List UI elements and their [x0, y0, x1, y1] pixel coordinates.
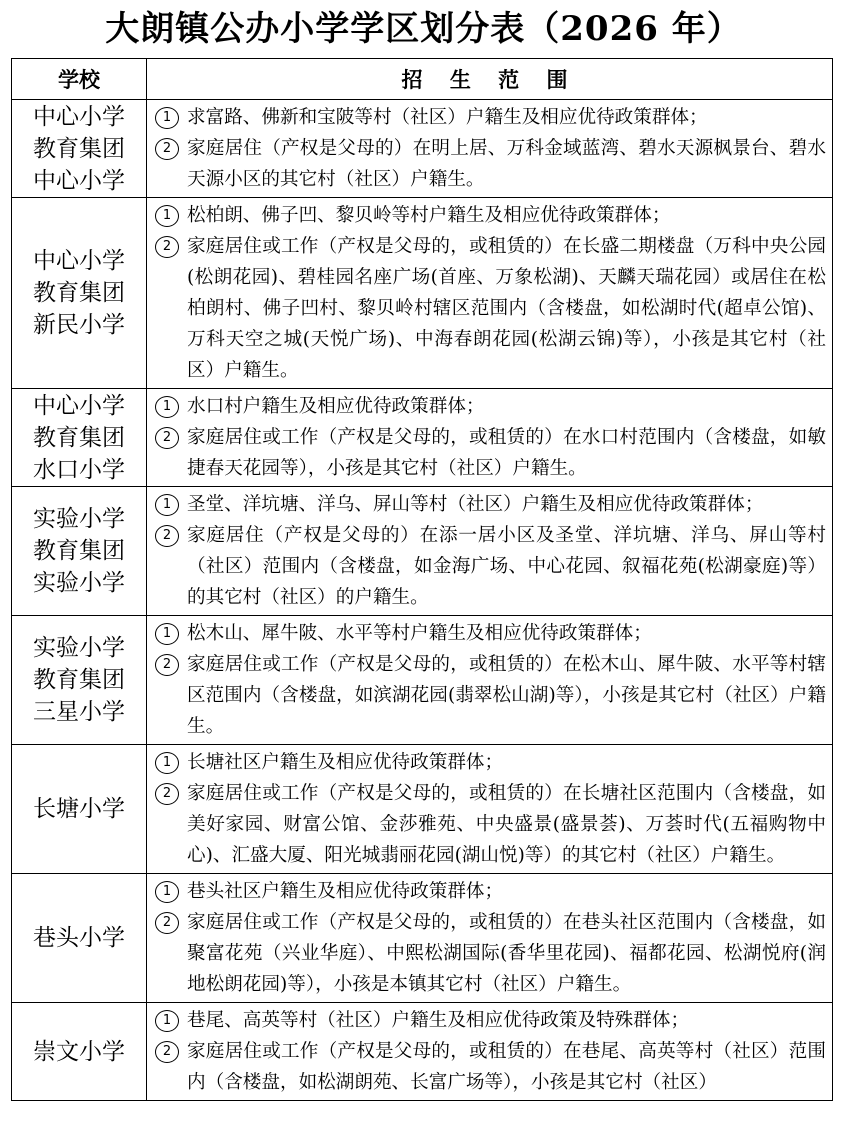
- scope-item: [155, 391, 826, 422]
- scope-item: [155, 649, 826, 742]
- item-text: 家庭居住或工作（产权是父母的，或租赁的）在巷尾、高英等村（社区）范围内（含楼盘，如松湖朗苑、长富广场等），小孩是其它村（社区）: [187, 1041, 826, 1093]
- scope-item: [155, 231, 826, 386]
- item-text: 家庭居住或工作（产权是父母的，或租赁的）在巷头社区范围内（含楼盘，如聚富花苑（兴业华庭）、中熙松湖国际(香华里花园)、福都花园、松湖悦府(润地松朗花园)等），小孩是本镇其它村（社区）户籍生。: [187, 912, 826, 995]
- school-name-line: 实验小学: [33, 635, 125, 661]
- scope-cell: [147, 616, 833, 745]
- school-cell: [12, 1003, 147, 1101]
- item-number-badge: 1: [155, 396, 179, 418]
- item-text: 巷尾、高英等村（社区）户籍生及相应优待政策及特殊群体；: [187, 1010, 690, 1031]
- table-row: [12, 100, 833, 198]
- scope-cell: [147, 487, 833, 616]
- scope-item: [155, 489, 826, 520]
- school-cell: [12, 874, 147, 1003]
- header-scope: 招 生 范 围: [147, 59, 833, 100]
- table-row: [12, 874, 833, 1003]
- scope-item: [155, 133, 826, 195]
- item-number-badge: 1: [155, 494, 179, 516]
- scope-cell: [147, 745, 833, 874]
- item-text: 长塘社区户籍生及相应优待政策群体；: [187, 752, 504, 773]
- item-number-badge: 1: [155, 1010, 179, 1032]
- scope-item: [155, 907, 826, 1000]
- school-cell: [12, 198, 147, 389]
- scope-item: [155, 422, 826, 484]
- school-name-line: 水口小学: [33, 456, 125, 483]
- school-name-line: 新民小学: [33, 312, 125, 338]
- table-row: [12, 487, 833, 616]
- school-name-line: 巷头小学: [33, 925, 125, 951]
- item-text: 水口村户籍生及相应优待政策群体；: [187, 396, 485, 417]
- scope-item: [155, 1005, 826, 1036]
- scope-item: [155, 778, 826, 871]
- scope-item: [155, 520, 826, 613]
- table-row: [12, 1003, 833, 1101]
- item-number-badge: 1: [155, 623, 179, 645]
- item-text: 家庭居住（产权是父母的）在添一居小区及圣堂、洋坑塘、洋乌、屏山等村（社区）范围内（含楼盘，如金海广场、中心花园、叙福花苑(松湖豪庭)等）的其它村（社区）的户籍生。: [187, 525, 826, 608]
- scope-cell: [147, 1003, 833, 1101]
- school-name-line: 三星小学: [33, 699, 125, 725]
- district-table: [11, 58, 833, 1101]
- school-cell: [12, 745, 147, 874]
- school-name-line: 教育集团: [33, 135, 125, 162]
- scope-cell: [147, 198, 833, 389]
- item-text: 家庭居住或工作（产权是父母的，或租赁的）在水口村范围内（含楼盘，如敏捷春天花园等），小孩是其它村（社区）户籍生。: [187, 427, 826, 479]
- school-name-line: 教育集团: [33, 424, 125, 451]
- scope-item: [155, 876, 826, 907]
- table-row: [12, 198, 833, 389]
- school-name-line: 教育集团: [33, 538, 125, 564]
- school-name-line: 中心小学: [33, 248, 125, 274]
- school-name-line: 中心小学: [33, 392, 125, 419]
- item-number-badge: 2: [155, 525, 179, 547]
- school-cell: [12, 100, 147, 198]
- header-school: 学校: [12, 59, 147, 100]
- item-text: 家庭居住或工作（产权是父母的，或租赁的）在松木山、犀牛陂、水平等村辖区范围内（含楼盘，如滨湖花园(翡翠松山湖)等），小孩是其它村（社区）户籍生。: [187, 654, 826, 737]
- item-number-badge: 2: [155, 654, 179, 676]
- item-text: 巷头社区户籍生及相应优待政策群体；: [187, 881, 504, 902]
- scope-item: [155, 1036, 826, 1098]
- item-text: 松柏朗、佛子凹、黎贝岭等村户籍生及相应优待政策群体；: [187, 205, 671, 226]
- scope-cell: [147, 389, 833, 487]
- scope-item: [155, 618, 826, 649]
- page-title: 大朗镇公办小学学区划分表（2026 年）: [105, 9, 742, 49]
- school-cell: [12, 487, 147, 616]
- school-cell: [12, 616, 147, 745]
- item-number-badge: 2: [155, 783, 179, 805]
- item-number-badge: 2: [155, 1041, 179, 1063]
- school-name-line: 中心小学: [33, 167, 125, 194]
- item-number-badge: 1: [155, 752, 179, 774]
- school-name-line: 实验小学: [33, 506, 125, 532]
- scope-cell: [147, 874, 833, 1003]
- school-name-line: 教育集团: [33, 667, 125, 693]
- item-number-badge: 1: [155, 205, 179, 227]
- school-name-line: 实验小学: [33, 570, 125, 596]
- scope-item: [155, 200, 826, 231]
- item-number-badge: 2: [155, 912, 179, 934]
- school-name-line: 崇文小学: [33, 1038, 125, 1065]
- school-name-line: 中心小学: [33, 103, 125, 130]
- scope-item: [155, 747, 826, 778]
- item-number-badge: 2: [155, 138, 179, 160]
- item-number-badge: 1: [155, 881, 179, 903]
- item-text: 家庭居住（产权是父母的）在明上居、万科金域蓝湾、碧水天源枫景台、碧水天源小区的其它村（社区）户籍生。: [187, 138, 826, 190]
- table-row: [12, 745, 833, 874]
- table-row: [12, 616, 833, 745]
- school-cell: [12, 389, 147, 487]
- school-name-line: 长塘小学: [33, 796, 125, 822]
- table-row: [12, 389, 833, 487]
- item-text: 松木山、犀牛陂、水平等村户籍生及相应优待政策群体；: [187, 623, 652, 644]
- scope-item: [155, 102, 826, 133]
- item-number-badge: 2: [155, 236, 179, 258]
- item-number-badge: 1: [155, 107, 179, 129]
- scope-cell: [147, 100, 833, 198]
- school-name-line: 教育集团: [33, 280, 125, 306]
- item-number-badge: 2: [155, 427, 179, 449]
- item-text: 家庭居住或工作（产权是父母的，或租赁的）在长塘社区范围内（含楼盘，如美好家园、财富公馆、金莎雅苑、中央盛景(盛景荟)、万荟时代(五福购物中心)、汇盛大厦、阳光城翡丽花园(湖山悦)等）的其它村（社区）户籍生。: [187, 783, 826, 866]
- item-text: 圣堂、洋坑塘、洋乌、屏山等村（社区）户籍生及相应优待政策群体；: [187, 494, 764, 515]
- item-text: 求富路、佛新和宝陂等村（社区）户籍生及相应优待政策群体；: [187, 107, 708, 128]
- table-header-row: [12, 59, 833, 100]
- table-body: [12, 100, 833, 1101]
- item-text: 家庭居住或工作（产权是父母的，或租赁的）在长盛二期楼盘（万科中央公园(松朗花园)、碧桂园名座广场(首座、万象松湖)、天麟天瑞花园）或居住在松柏朗村、佛子凹村、黎贝岭村辖区范围内（含楼盘，如松湖时代(超卓公馆)、万科天空之城(天悦广场)、中海春朗花园(松湖云锦)等），小孩是其它村（社区）户籍生。: [187, 236, 826, 381]
